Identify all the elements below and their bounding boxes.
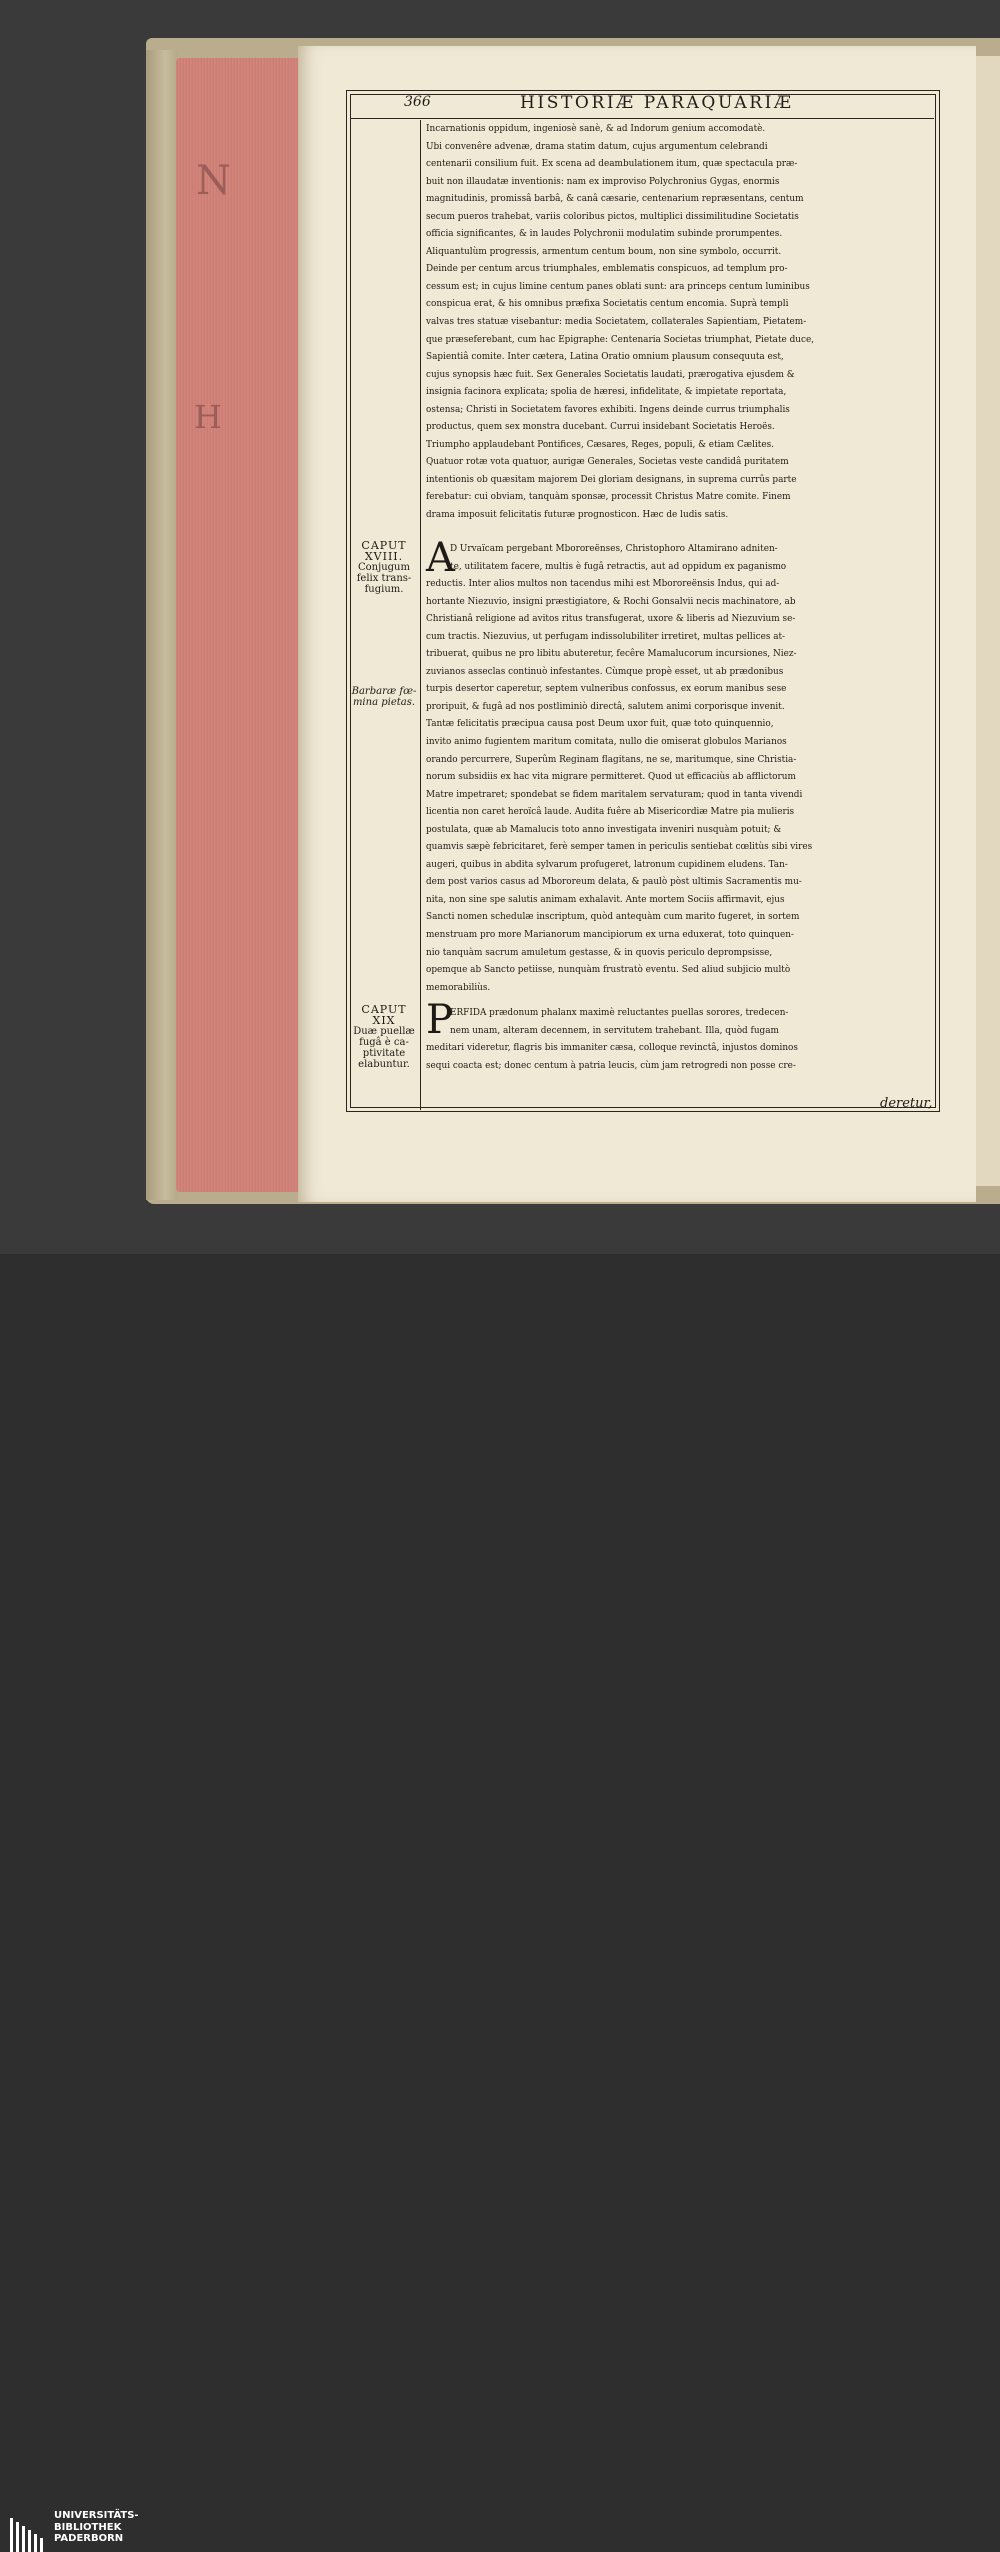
text-line: conspicua erat, & his omnibus præfixa Societatis centum encomia. Suprà templi (426, 299, 789, 310)
book-cover-edge (146, 50, 178, 1200)
text-line: Ubi convenêre advenæ, drama statim datum, cujus argumentum celebrandi (426, 141, 768, 152)
spine-label-ghost: N (196, 158, 231, 204)
margin-note-caput-18 (350, 540, 418, 595)
footer-bar (0, 1254, 1000, 2544)
logo-line: PADERBORN (54, 2533, 124, 2544)
text-line: ERFIDA prædonum phalanx maximè reluctantes puellas sorores, tredecen- (450, 1008, 789, 1018)
text-line: orando percurrere, Superûm Reginam flagitans, ne se, maritumque, sine Christia- (426, 754, 797, 765)
text-line: insignia facinora explicata; spolia de hæresi, infidelitate, & impietate reportata, (426, 387, 787, 398)
running-head: HISTORIÆ PARAQUARIÆ (520, 93, 794, 113)
margin-note-line: elabuntur. (358, 1059, 410, 1070)
text-line: productus, quem sex monstra ducebant. Currui insidebant Societatis Heroës. (426, 422, 775, 433)
drop-cap-a: A (426, 535, 455, 581)
text-line: Christianâ religione ad avitos ritus transfugerat, uxore & liberis ad Niezuvium se- (426, 614, 796, 625)
text-line: cessum est; in cujus limine centum panes oblati sunt: ara princeps centum luminibus (426, 281, 810, 292)
text-line: drama imposuit felicitatis futuræ prognosticon. Hæc de ludis satis. (426, 510, 729, 521)
text-line: buit non illaudatæ inventionis: nam ex improviso Polychronius Gygas, enormis (426, 176, 780, 187)
margin-rule (420, 120, 421, 1110)
text-line: memorabiliùs. (426, 982, 491, 993)
text-line: quamvis sæpè febricitaret, ferè semper tamen in periculis sentiebat cœlitùs sibi vires (426, 842, 813, 853)
text-line: Matre impetraret; spondebat se fidem maritalem servaturam; quod in tanta vivendi (426, 789, 803, 800)
logo-line: BIBLIOTHEK (54, 2521, 122, 2533)
text-line: hortante Niezuvio, insigni præstigiatore, & Rochi Gonsalvii necis machinatore, ab (426, 596, 796, 607)
text-line: valvas tres statuæ visebantur: media Societatem, collaterales Sapientiam, Pietatem- (426, 317, 807, 328)
margin-note-line: ptivitate (362, 1048, 406, 1059)
text-line: Tantæ felicitatis præcipua causa post Deum uxor fuit, quæ toto quinquennio, (426, 719, 774, 730)
text-line: centenarii consilium fuit. Ex scena ad deambulationem itum, quæ spectacula præ- (426, 159, 798, 170)
margin-note-line: Conjugum (358, 562, 410, 573)
text-line: augeri, quibus in abdita sylvarum profugeret, latronum cupidinem eludens. Tan- (426, 859, 788, 870)
text-line: opemque ab Sancto petiisse, nunquàm frustratò eventu. Sed aliud subjicio multò (426, 965, 791, 976)
page-number: 366 (404, 94, 431, 110)
catchword: deretur, (880, 1096, 933, 1111)
text-line: magnitudinis, promissâ barbâ, & canâ cæsarie, centenarium repræsentans, centum (426, 194, 804, 205)
text-line: dem post varios casus ad Mbororeum delata, & paulò pòst ultimis Sacramentis mu- (426, 877, 802, 888)
text-line: norum subsidiis ex hac vita migrare permitteret. Quod ut efficaciùs ab afflictorum (426, 772, 796, 783)
text-line: Deinde per centum arcus triumphales, emblematis conspicuos, ad templum pro- (426, 264, 788, 275)
caput-number: XVIII. (364, 550, 404, 563)
scanned-book-spread (0, 0, 1000, 1254)
text-line: cum tractis. Niezuvius, ut perfugam indissolubiliter irretiret, multas pellices at- (426, 631, 786, 642)
text-line: licentia non caret heroïcâ laude. Audita fuêre ab Misericordiæ Matre pia mulieris (426, 807, 795, 818)
margin-note-caput-19 (350, 1004, 418, 1070)
text-line: sequi coacta est; donec centum à patria leucis, cùm jam retrogredi non posse cre- (426, 1060, 796, 1071)
text-line: invito animo fugientem maritum comitata, nullo die omiserat globulos Marianos (426, 737, 787, 748)
text-line: nita, non sine spe salutis animam exhalavit. Ante mortem Sociis affirmavit, ejus (426, 894, 785, 905)
body-paragraph-3 (426, 1005, 934, 1075)
text-line: Triumpho applaudebant Pontifices, Cæsares, Reges, populi, & etiam Cælites. (426, 439, 775, 450)
margin-note-barbara (350, 686, 418, 708)
text-line: tribuerat, quibus ne pro libitu abuteretur, fecêre Mamalucorum incursiones, Niez- (426, 649, 797, 660)
text-line: te, utilitatem facere, multis è fugâ retractis, aut ad oppidum ex paganismo (450, 561, 787, 572)
library-logo-icon (10, 2512, 50, 2552)
margin-note-line: mina pietas. (352, 697, 416, 708)
text-line: turpis desertor caperetur, septem vulneribus confossus, ex eorum manibus sese (426, 684, 787, 695)
spine-title-ghost: H (194, 398, 222, 436)
caput-label: CAPUT (361, 1003, 407, 1016)
text-line: nem unam, alteram decennem, in servitutem trahebant. Illa, quòd fugam (450, 1025, 779, 1036)
text-line: ferebatur: cui obviam, tanquàm sponsæ, processit Christus Matre comite. Finem (426, 492, 791, 503)
caput-label: CAPUT (361, 539, 407, 552)
text-line: nio tanquàm sacrum amuletum gestasse, & in quovis periculo deprompsisse, (426, 947, 773, 958)
margin-note-line: felix trans- (356, 573, 412, 584)
text-line: postulata, quæ ab Mamalucis toto anno investigata inveniri nusquàm potuit; & (426, 824, 782, 835)
text-line: D Urvaïcam pergebant Mbororeënses, Christophoro Altamirano adniten- (450, 544, 778, 554)
page-edges-red (176, 58, 298, 1192)
text-line: officia significantes, & in laudes Polychronii modulatim subinde prorumpentes. (426, 229, 783, 240)
body-paragraph-2 (426, 541, 934, 997)
header-rule (350, 118, 934, 119)
text-line: menstruam pro more Marianorum mancipiorum ex urna eduxerat, toto quinquen- (426, 930, 794, 941)
text-line: zuvianos asseclas continuò infestantes. Cùmque propè esset, ut ab prædonibus (426, 666, 784, 677)
logo-line: UNIVERSITÄTS- (54, 2510, 139, 2521)
margin-note-line: fugâ è ca- (359, 1037, 409, 1048)
text-line: Incarnationis oppidum, ingeniosè sanè, & ad Indorum genium accomodatè. (426, 124, 766, 134)
text-line: Sapientiâ comite. Inter cætera, Latina Oratio omnium plausum consequuta est, (426, 352, 784, 363)
margin-note-line: fugium. (364, 584, 404, 595)
margin-note-line: Barbaræ fœ- (351, 686, 417, 697)
text-line: secum pueros trahebat, variis coloribus pictos, multiplici dissimilitudine Societatis (426, 211, 799, 222)
text-line: reductis. Inter alios multos non tacendus mihi est Mbororeënsis Indus, qui ad- (426, 579, 780, 590)
drop-cap-p: P (426, 997, 453, 1043)
text-line: Aliquantulùm progressis, armentum centum boum, non sine symbolo, occurrit. (426, 246, 782, 257)
text-line: que præseferebant, cum hac Epigraphe: Centenaria Societas triumphat, Pietate duce, (426, 334, 815, 345)
text-line: Sancti nomen schedulæ inscriptum, quòd antequàm cum marito fugeret, in sortem (426, 912, 800, 923)
text-line: meditari videretur, flagris bis immaniter cæsa, colloque revinctâ, injustos dominos (426, 1043, 798, 1054)
caput-number: XIX (372, 1014, 396, 1027)
text-line: Quatuor rotæ vota quatuor, aurigæ Generales, Societas veste candidâ puritatem (426, 457, 789, 468)
text-line: ostensa; Christi in Societatem favores exhibiti. Ingens deinde currus triumphalis (426, 404, 790, 415)
body-paragraph-1 (426, 121, 934, 525)
text-line: cujus synopsis hæc fuit. Sex Generales Societatis laudati, prærogativa ejusdem & (426, 369, 795, 380)
margin-note-line: Duæ puellæ (353, 1026, 415, 1037)
facing-page-edge (976, 56, 1000, 1186)
text-line: intentionis ob quæsitam majorem Dei gloriam designans, in suprema currûs parte (426, 474, 797, 485)
library-logo-text (54, 2510, 139, 2545)
text-line: proripuit, & fugâ ad nos postliminiò directâ, salutem animi corporisque invenit. (426, 701, 785, 712)
